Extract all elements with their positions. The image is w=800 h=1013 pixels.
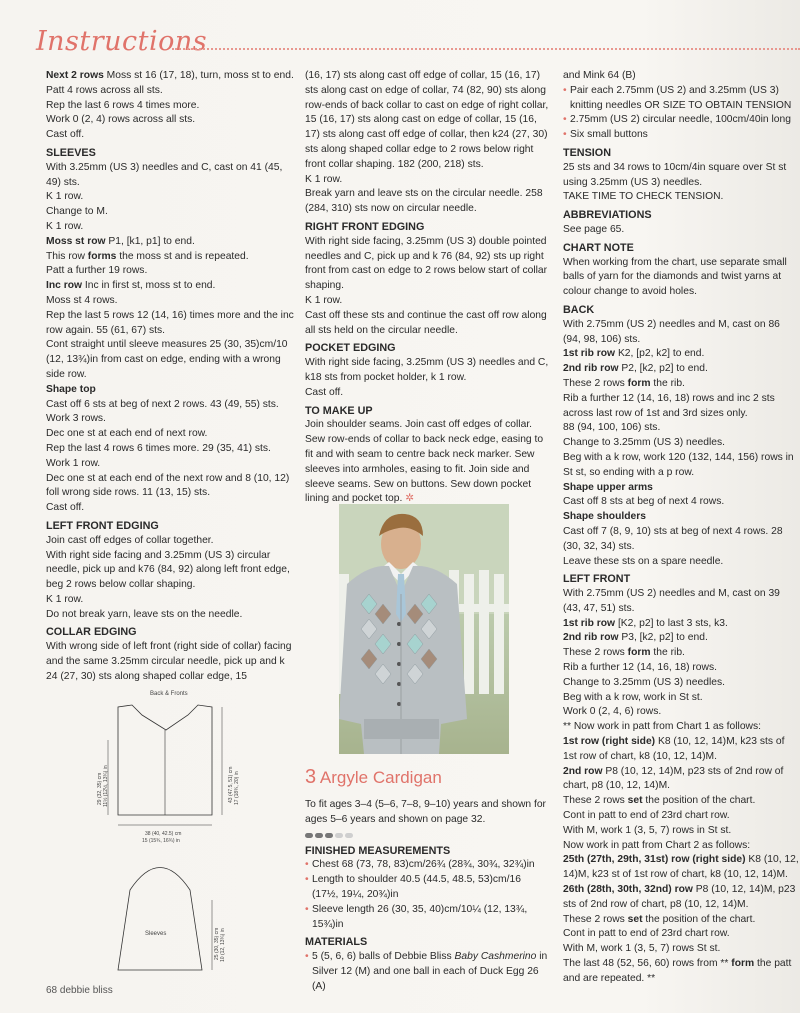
col2-paragraph: Cast off. [305, 386, 344, 398]
col2-paragraph: K 1 row. [305, 173, 343, 185]
col1-subheading: Shape top [46, 383, 96, 395]
col3-heading: LEFT FRONT [563, 573, 631, 586]
col1-paragraph: With right side facing and 3.25mm (US 3) circular needle, pick up and k76 (84, 92) along left front edge, beg 2 rows below collar shaping. [46, 549, 290, 591]
col3-paragraph: 26th (28th, 30th, 32nd) row P8 (10, 12, 14)M, p23 sts of 2nd row of chart, p8 (10, 12, 14)M. [563, 884, 796, 910]
pattern-number: 3 [305, 766, 317, 788]
col1-paragraph: Rep the last 5 rows 12 (14, 16) times more and the inc row again. 55 (61, 67) sts. [46, 309, 294, 336]
col3-paragraph: When working from the chart, use separate small balls of yarn for the diamonds and twist yarns at colour change to avoid holes. [563, 256, 787, 298]
col3-paragraph: Cont in patt to end of 23rd chart row. [563, 810, 730, 822]
info-heading: MATERIALS [305, 936, 368, 949]
schematic-height-left: 29 (32, 35) cm [97, 772, 103, 805]
col3-paragraph: With M, work 1 (3, 5, 7) rows in St st. [563, 824, 732, 836]
col2-paragraph: K 1 row. [305, 294, 343, 306]
info-list-item: • Length to shoulder 40.5 (44.5, 48.5, 53)cm/16 (17½, 19¼, 20¾)in [305, 873, 550, 903]
col3-paragraph: These 2 rows set the position of the chart. [563, 795, 756, 807]
col3-list-item: • 2.75mm (US 2) circular needle, 100cm/40in long [563, 113, 800, 128]
col3-paragraph: 1st row (right side) K8 (10, 12, 14)M, k23 sts of 1st row of chart, k8 (10, 12, 14)M. [563, 736, 785, 762]
col1-heading: SLEEVES [46, 146, 96, 159]
col3-paragraph: 1st rib row [K2, p2] to last 3 sts, k3. [563, 617, 728, 629]
col2-heading: RIGHT FRONT EDGING [305, 220, 425, 233]
col1-paragraph: Do not break yarn, leave sts on the needle. [46, 608, 243, 620]
col3-paragraph: See page 65. [563, 223, 625, 235]
schematic-height-right: 43 (47.5, 51) cm [228, 766, 234, 803]
pattern-title [305, 766, 442, 789]
col1-paragraph: K 1 row. [46, 220, 84, 232]
col3-list-item: • Six small buttons [563, 128, 800, 143]
col3-paragraph: 25th (27th, 29th, 31st) row (right side) K8 (10, 12, 14)M, k23 st of 1st row of chart, k8 (10, 12, 14)M. [563, 854, 799, 881]
col1-paragraph: K 1 row. [46, 191, 84, 203]
col3-paragraph: Leave these sts on a spare needle. [563, 555, 724, 567]
col1-paragraph: With wrong side of left front (right side of collar) facing and the same 3.25mm circular needle, pick up and k 24 (27, 30) sts along shaped collar edge, 15 [46, 641, 292, 682]
schematic-width-in: 15 (15¾, 16¾) in [142, 838, 180, 844]
col1-paragraph: This row forms the moss st and is repeated. [46, 250, 249, 262]
col3-paragraph: ** Now work in patt from Chart 1 as follows: [563, 721, 761, 733]
col3-paragraph: With 2.75mm (US 2) needles and M, cast on 86 (94, 98, 106) sts. [563, 318, 780, 345]
info-heading: FINISHED MEASUREMENTS [305, 844, 451, 857]
col3-paragraph: 2nd row P8 (10, 12, 14)M, p23 sts of 2nd row of chart, p8 (10, 12, 14)M. [563, 765, 784, 792]
col3-heading: ABBREVIATIONS [563, 209, 652, 222]
col3-paragraph: 1st rib row K2, [p2, k2] to end. [563, 348, 705, 360]
col3-paragraph: Rib a further 12 (14, 16, 18) rows and inc 2 sts across last row of 1st and 3rd sizes only. [563, 392, 775, 419]
col3-paragraph: Now work in patt from Chart 2 as follows: [563, 839, 751, 851]
col1-paragraph: Moss st 4 rows. [46, 294, 118, 306]
col1-paragraph: Cast off 6 sts at beg of next 2 rows. 43 (49, 55) sts. [46, 398, 279, 410]
schematic-height-left-in: 11½ (12½, 13¾) in [103, 765, 109, 807]
col2-paragraph: Join shoulder seams. Join cast off edges of collar. Sew row-ends of collar to back neck edge, easing to fit and with seam to centre back neck marker. Sew sleeves into armholes, easing to fit. Join side and sleeve seams. Sew on buttons. Sew down pocket lining and pocket top. ✲ [305, 419, 544, 505]
page-folio: 68 debbie bliss [46, 985, 113, 996]
col1-heading: COLLAR EDGING [46, 626, 137, 639]
col3-paragraph: These 2 rows set the position of the chart. [563, 913, 756, 925]
col3-paragraph: Rib a further 12 (14, 16, 18) rows. [563, 662, 717, 674]
col2-paragraph: With right side facing, 3.25mm (US 3) double pointed needles and C, pick up and k 76 (84, 92) sts up right front from cast on edge to 2 rows below start of collar shaping. [305, 235, 548, 292]
model-photo-illustration [339, 504, 509, 754]
col1-paragraph: Patt a further 19 rows. [46, 265, 148, 277]
col3-paragraph: Cont in patt to end of 23rd chart row. [563, 928, 730, 940]
col2-heading: TO MAKE UP [305, 404, 373, 417]
col3-subheading: Shape upper arms [563, 481, 653, 493]
col3-paragraph: Work 0 (2, 4, 6) rows. [563, 706, 662, 718]
col3-paragraph: Cast off 7 (8, 9, 10) sts at beg of next 4 rows. 28 (30, 32, 34) sts. [563, 525, 783, 552]
col3-heading: TENSION [563, 146, 611, 159]
col1-paragraph: K 1 row. [46, 593, 84, 605]
col3-paragraph: 88 (94, 100, 106) sts. [563, 422, 661, 434]
col3-paragraph: Change to 3.25mm (US 3) needles. [563, 437, 725, 449]
pattern-name: Argyle Cardigan [319, 768, 442, 787]
col1-paragraph: Cast off. [46, 129, 85, 141]
col3-heading: CHART NOTE [563, 241, 634, 254]
info-list [305, 858, 550, 932]
col1-paragraph: Join cast off edges of collar together. [46, 534, 214, 546]
pattern-info [305, 798, 550, 995]
col1-paragraph: Rep the last 6 rows 4 times more. [46, 99, 200, 111]
page-title: Instructions [36, 26, 208, 57]
model-photo [339, 504, 509, 754]
col1-paragraph: Change to M. [46, 206, 108, 218]
col3-paragraph: With M, work 1 (3, 5, 7) rows St st. [563, 943, 721, 955]
col3-list [563, 84, 800, 143]
col1-paragraph: Rep the last 4 rows 6 times more. 29 (35, 41) sts. [46, 442, 271, 454]
col3-subheading: Shape shoulders [563, 511, 646, 523]
column-1 [46, 69, 294, 685]
col3-paragraph: and Mink 64 (B) [563, 70, 636, 81]
garment-schematic [90, 685, 290, 975]
col1-paragraph: Cont straight until sleeve measures 25 (30, 35)cm/10 (12, 13¾)in from cast on edge, ending with a wrong side row. [46, 339, 288, 380]
col1-paragraph: Patt 4 rows across all sts. [46, 84, 163, 96]
info-list-item: • 5 (5, 6, 6) balls of Debbie Bliss Baby Cashmerino in Silver 12 (M) and one ball in each of Duck Egg 26 (A) [305, 950, 550, 994]
info-list-item: • Sleeve length 26 (30, 35, 40)cm/10¼ (12, 13¾, 15¾)in [305, 903, 550, 933]
col1-paragraph: Inc row Inc in first st, moss st to end. [46, 280, 216, 292]
header-divider [172, 48, 800, 50]
col3-paragraph: 2nd rib row P2, [k2, p2] to end. [563, 363, 708, 375]
col1-paragraph: Moss st row P1, [k1, p1] to end. [46, 235, 195, 247]
col3-heading: BACK [563, 303, 595, 316]
col1-paragraph: With 3.25mm (US 3) needles and C, cast on 41 (45, 49) sts. [46, 161, 283, 188]
col3-paragraph: Beg with a k row, work in St st. [563, 691, 703, 703]
col2-paragraph: Cast off these sts and continue the cast off row along all sts held on the circular needle. [305, 309, 547, 336]
col1-heading: LEFT FRONT EDGING [46, 519, 159, 532]
col2-paragraph: With right side facing, 3.25mm (US 3) needles and C, k18 sts from pocket holder, k 1 row. [305, 357, 549, 383]
schematic-back-fronts-label: Back & Fronts [150, 691, 188, 697]
col3-paragraph: 25 sts and 34 rows to 10cm/4in square over St st using 3.25mm (US 3) needles. [563, 161, 787, 188]
col1-paragraph: Dec one st at each end of next row. [46, 428, 208, 440]
col1-paragraph: Work 0 (2, 4) rows across all sts. [46, 114, 196, 126]
col3-paragraph: These 2 rows form the rib. [563, 377, 685, 389]
difficulty-rating [305, 833, 550, 838]
schematic-sleeve-outline [118, 868, 202, 971]
col2-heading: POCKET EDGING [305, 342, 396, 355]
info-paragraph: To fit ages 3–4 (5–6, 7–8, 9–10) years and shown for ages 5–6 years and shown on page 32. [305, 799, 546, 825]
schematic-sleeves-label: Sleeves [145, 931, 167, 937]
col3-list-item: • Pair each 2.75mm (US 2) and 3.25mm (US 3) knitting needles OR SIZE TO OBTAIN TENSION [563, 84, 800, 114]
col3-paragraph: Beg with a k row, work 120 (132, 144, 156) rows in St st, so ending with a p row. [563, 451, 794, 478]
col3-paragraph: Cast off 8 sts at beg of next 4 rows. [563, 496, 725, 508]
col3-paragraph: 2nd rib row P3, [k2, p2] to end. [563, 632, 708, 644]
info-list [305, 950, 550, 994]
schematic-width: 38 (40, 42.5) cm [145, 831, 182, 837]
schematic-sleeve-length: 25 (30, 35) cm [214, 927, 220, 960]
col1-paragraph: Dec one st at each end of the next row and 8 (10, 12) foll wrong side rows. 11 (13, 15) sts. [46, 472, 290, 499]
col2-paragraph: Break yarn and leave sts on the circular needle. 258 (284, 310) sts now on circular needle. [305, 188, 543, 215]
col2-paragraph: (16, 17) sts along cast off edge of collar, 15 (16, 17) sts along cast on edge of collar, 74 (82, 90) sts along row-ends of back collar to cast on edge of right collar, 15 (16, 17) sts along cast on edge of collar, 15 (16, 17) sts along cast off edge of collar, then k24 (27, 30) sts along shaped collar edge to 2 rows below right front collar shaping. 182 (200, 218) sts. [305, 70, 549, 170]
col3-paragraph: With 2.75mm (US 2) needles and M, cast on 39 (43, 47, 51) sts. [563, 588, 780, 614]
col1-paragraph: Cast off. [46, 502, 85, 514]
col1-paragraph: Next 2 rows Moss st 16 (17, 18), turn, moss st to end. [46, 70, 294, 81]
col1-paragraph: Work 1 row. [46, 457, 101, 469]
col3-paragraph: The last 48 (52, 56, 60) rows from ** form the patt and are repeated. ** [563, 958, 792, 984]
column-2 [305, 69, 550, 507]
col3-paragraph: Change to 3.25mm (US 3) needles. [563, 676, 725, 688]
schematic-sleeve-length-in: 10 (12, 13¾) in [220, 928, 226, 962]
col3-paragraph: TAKE TIME TO CHECK TENSION. [563, 191, 724, 203]
col3-paragraph: These 2 rows form the rib. [563, 647, 685, 659]
column-3 [563, 69, 800, 987]
info-list-item: • Chest 68 (73, 78, 83)cm/26¾ (28¾, 30¾, 32¾)in [305, 858, 550, 873]
schematic-height-right-in: 17 (18¾, 20) in [234, 771, 240, 805]
col1-paragraph: Work 3 rows. [46, 413, 106, 425]
